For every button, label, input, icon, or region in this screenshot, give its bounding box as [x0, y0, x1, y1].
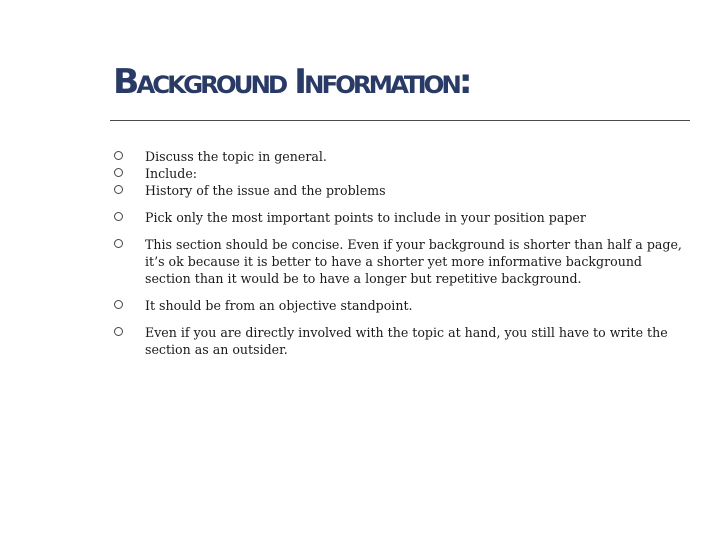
list-item — [0, 165, 728, 182]
slide-title: Background Information: — [113, 62, 470, 102]
list-item — [0, 324, 728, 358]
list-item-text: Include: — [145, 166, 198, 181]
list-item-text: Pick only the most important points to include in your position paper — [145, 210, 586, 225]
list-item — [0, 209, 728, 226]
hollow-circle-bullet-icon — [114, 151, 123, 160]
list-item-text: Discuss the topic in general. — [145, 149, 327, 164]
hollow-circle-bullet-icon — [114, 212, 123, 221]
list-item — [0, 148, 728, 165]
list-item — [0, 297, 728, 314]
hollow-circle-bullet-icon — [114, 185, 123, 194]
hollow-circle-bullet-icon — [114, 239, 123, 248]
list-item-text: This section should be concise. Even if your background is shorter than half a page, it’s ok because it is better to have a shorter yet more informative background section than it would be to have a longer but repetitive background. — [145, 237, 682, 286]
title-divider — [110, 120, 690, 121]
hollow-circle-bullet-icon — [114, 168, 123, 177]
list-item-text: It should be from an objective standpoint. — [145, 298, 413, 313]
hollow-circle-bullet-icon — [114, 300, 123, 309]
list-item — [0, 182, 728, 199]
list-item — [0, 236, 728, 287]
hollow-circle-bullet-icon — [114, 327, 123, 336]
bullet-list — [0, 148, 728, 358]
list-item-text: Even if you are directly involved with the topic at hand, you still have to write the section as an outsider. — [145, 325, 668, 357]
list-item-text: History of the issue and the problems — [145, 183, 386, 198]
